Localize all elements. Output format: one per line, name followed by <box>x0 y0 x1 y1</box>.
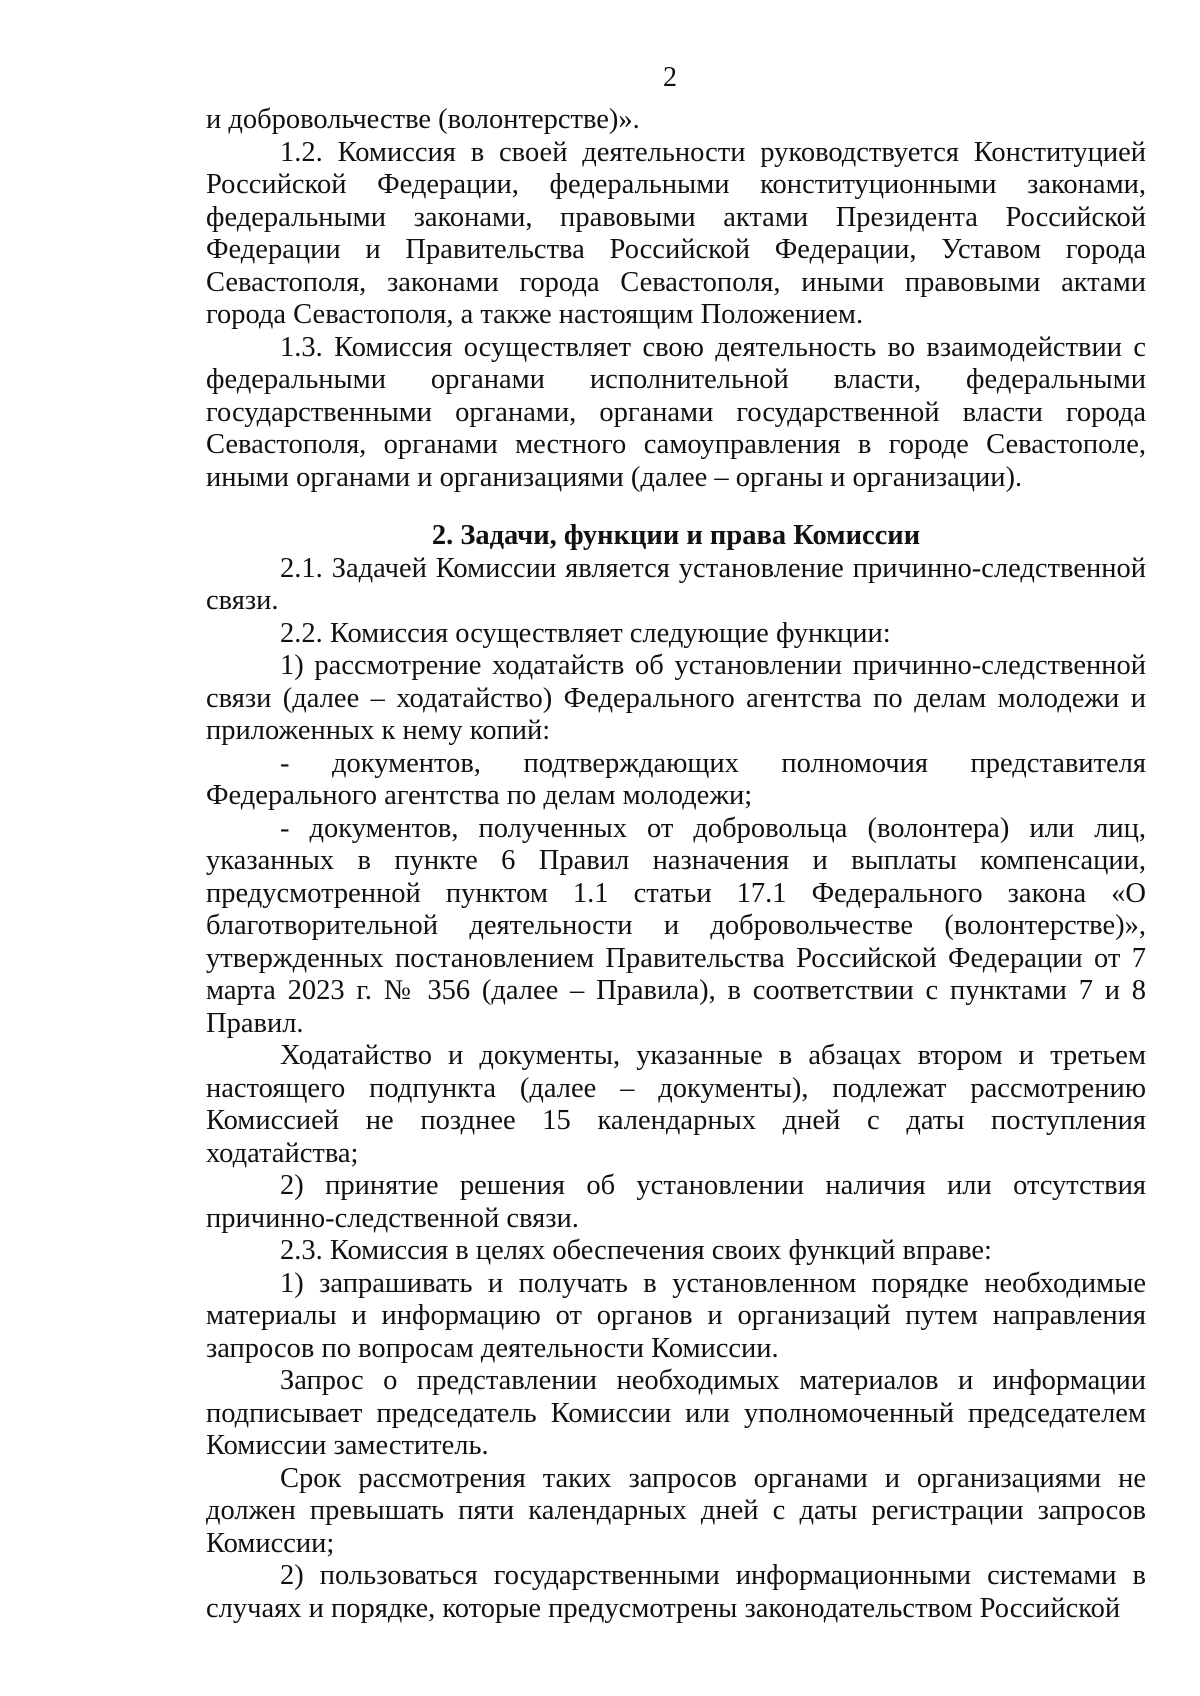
paragraph: 1) рассмотрение ходатайств об установлении причинно-следственной связи (далее – ходатайство) Федерального агентства по делам молодежи и приложенных к нему копий: <box>206 650 1146 746</box>
paragraph: 2) пользоваться государственными информационными системами в случаях и порядке, которые предусмотрены законодательством Российской <box>206 1560 1146 1624</box>
paragraphs-after-section <box>206 553 1146 1626</box>
paragraph: и добровольчестве (волонтерстве)». <box>206 104 640 135</box>
paragraph: Срок рассмотрения таких запросов органами и организациями не должен превышать пяти календарных дней с даты регистрации запросов Комиссии; <box>206 1462 1146 1559</box>
paragraph: 2.2. Комиссия осуществляет следующие функции: <box>280 617 891 649</box>
paragraph: Запрос о представлении необходимых материалов и информации подписывает председатель Комиссии или уполномоченный председателем Комиссии заместитель. <box>206 1365 1146 1461</box>
document-body <box>206 104 1146 1625</box>
paragraph: 2.1. Задачей Комиссии является установление причинно-следственной связи. <box>206 552 1146 616</box>
paragraph: - документов, полученных от добровольца (волонтера) или лиц, указанных в пункте 6 Правил назначения и выплаты компенсации, предусмотренной пунктом 1.1 статьи 17.1 Федерального закона «О благотворительной деятельности и добровольчестве (волонтерстве)», утвержденных постановлением Правительства Российской Федерации от 7 марта 2023 г. № 356 (далее – Правила), в соответствии с пунктами 7 и 8 Правил. <box>206 812 1146 1039</box>
section-heading: 2. Задачи, функции и права Комиссии <box>431 520 921 551</box>
paragraph: 1.3. Комиссия осуществляет свою деятельность во взаимодействии с федеральными органами исполнительной власти, федеральными государственными органами, органами государственной власти города Севастополя, органами местного самоуправления в городе Севастополе, иными органами и организациями (далее – органы и организации). <box>206 331 1146 493</box>
paragraph: 2.3. Комиссия в целях обеспечения своих функций вправе: <box>280 1235 992 1266</box>
paragraph: 1.2. Комиссия в своей деятельности руководствуется Конституцией Российской Федерации, федеральными конституционными законами, федеральными законами, правовыми актами Президента Российской Федерации и Правительства Российской Федерации, Уставом города Севастополя, законами города Севастополя, иными правовыми актами города Севастополя, а также настоящим Положением. <box>206 136 1146 330</box>
paragraph: - документов, подтверждающих полномочия представителя Федерального агентства по делам молодежи; <box>206 747 1146 811</box>
paragraph: Ходатайство и документы, указанные в абзацах втором и третьем настоящего подпункта (далее – документы), подлежат рассмотрению Комиссией не позднее 15 календарных дней с даты поступления ходатайства; <box>206 1040 1146 1169</box>
paragraphs-before-section <box>206 104 1146 494</box>
page-number: 2 <box>663 62 677 93</box>
paragraph: 1) запрашивать и получать в установленном порядке необходимые материалы и информацию от органов и организаций путем направления запросов по вопросам деятельности Комиссии. <box>206 1267 1146 1364</box>
paragraph: 2) принятие решения об установлении наличия или отсутствия причинно-следственной связи. <box>206 1170 1146 1234</box>
